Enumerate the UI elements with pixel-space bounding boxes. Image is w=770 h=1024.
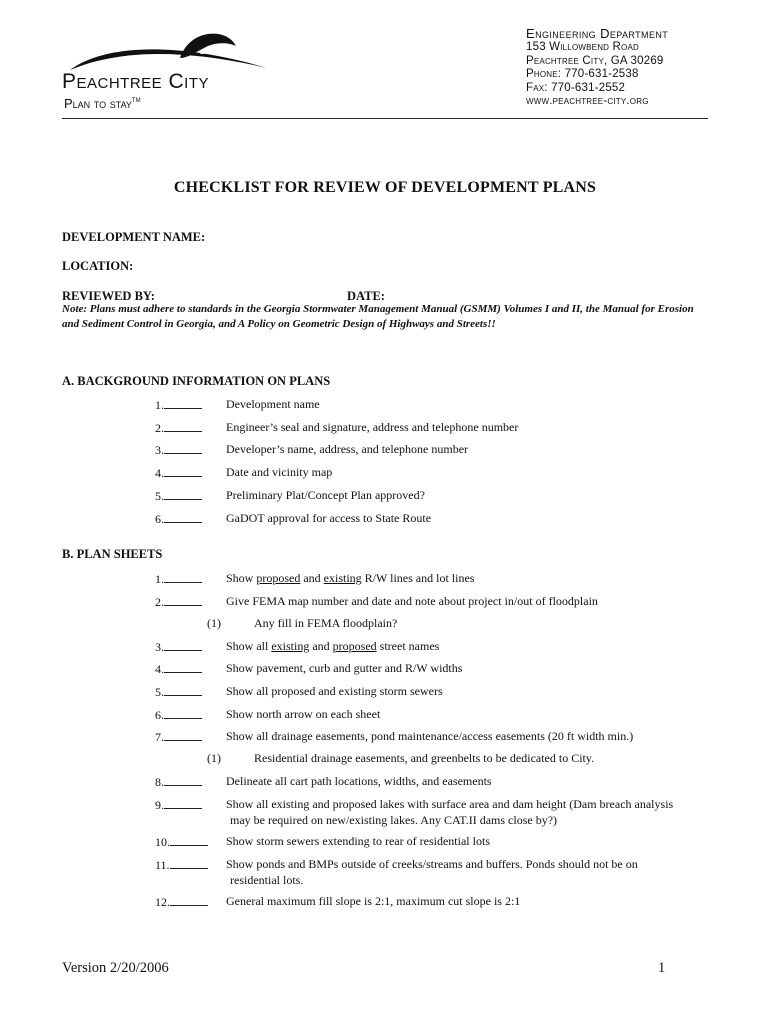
checkbox-b7[interactable]: 7. bbox=[155, 729, 207, 745]
checkbox-b12[interactable]: 12. bbox=[155, 894, 207, 910]
checkbox-a5[interactable]: 5. bbox=[155, 488, 207, 504]
location-label: LOCATION: bbox=[62, 259, 134, 273]
section-b-heading: B. PLAN SHEETS bbox=[62, 547, 163, 561]
section-a-heading: A. BACKGROUND INFORMATION ON PLANS bbox=[62, 374, 331, 388]
phone: Phone: 770-631-2538 bbox=[526, 68, 639, 80]
item-b2-text: Give FEMA map number and date and note about project in/out of floodplain bbox=[226, 594, 598, 608]
tagline: Plan to stay™ bbox=[64, 96, 141, 111]
reviewed-by-label: REVIEWED BY: bbox=[62, 289, 155, 303]
checkbox-b10[interactable]: 10. bbox=[155, 834, 207, 850]
item-a1-text: Development name bbox=[226, 397, 320, 411]
item-b2-sub-text: Any fill in FEMA floodplain? bbox=[254, 616, 398, 630]
item-a3-text: Developer’s name, address, and telephone number bbox=[226, 442, 469, 456]
address-line-1: 153 Willowbend Road bbox=[526, 41, 639, 53]
checkbox-b5[interactable]: 5. bbox=[155, 684, 207, 700]
item-a2-text: Engineer’s seal and signature, address and telephone number bbox=[226, 420, 519, 434]
checkbox-b2[interactable]: 2. bbox=[155, 594, 207, 610]
item-b4-text: Show pavement, curb and gutter and R/W widths bbox=[226, 661, 463, 675]
address-line-2: Peachtree City, GA 30269 bbox=[526, 54, 664, 67]
item-b2-sub-number: (1) bbox=[207, 616, 221, 630]
department-contact bbox=[526, 26, 668, 109]
version-label: Version 2/20/2006 bbox=[62, 960, 169, 976]
date-label: DATE: bbox=[347, 289, 385, 303]
checkbox-a6[interactable]: 6. bbox=[155, 511, 207, 527]
website-link[interactable]: www.peachtree-city.org bbox=[526, 95, 649, 107]
peachtree-city-logo bbox=[62, 28, 282, 74]
page-title: CHECKLIST FOR REVIEW OF DEVELOPMENT PLANS bbox=[173, 179, 597, 196]
item-b7-text: Show all drainage easements, pond maintenance/access easements (20 ft width min.) bbox=[226, 729, 634, 743]
checkbox-b1[interactable]: 1. bbox=[155, 571, 207, 587]
item-b12-text: General maximum fill slope is 2:1, maximum cut slope is 2:1 bbox=[226, 894, 521, 908]
item-b7-sub-number: (1) bbox=[207, 751, 221, 765]
item-b7-sub-text: Residential drainage easements, and greenbelts to be dedicated to City. bbox=[254, 751, 595, 765]
trademark-mark: TM bbox=[131, 98, 141, 104]
checkbox-b4[interactable]: 4. bbox=[155, 661, 207, 677]
page-number: 1 bbox=[658, 960, 666, 976]
checkbox-a3[interactable]: 3. bbox=[155, 442, 207, 458]
item-a6-text: GaDOT approval for access to State Route bbox=[226, 511, 432, 525]
item-b1-text: Show proposed and existing R/W lines and lot lines bbox=[226, 571, 475, 585]
development-name-label: DEVELOPMENT NAME: bbox=[62, 230, 206, 244]
note: Note: Plans must adhere to standards in the Georgia Stormwater Management Manual (GSMM) Volumes I and II, the Manual for Erosion and Sediment Control in Georgia, and A Policy on Geometric Design of Highways and Streets!! bbox=[62, 303, 694, 330]
checkbox-a1[interactable]: 1. bbox=[155, 397, 207, 413]
checkbox-b11[interactable]: 11. bbox=[155, 857, 207, 873]
checkbox-b3[interactable]: 3. bbox=[155, 639, 207, 655]
item-b10-text: Show storm sewers extending to rear of residential lots bbox=[226, 834, 490, 848]
item-a5-text: Preliminary Plat/Concept Plan approved? bbox=[226, 488, 425, 502]
item-a4-text: Date and vicinity map bbox=[226, 465, 333, 479]
checkbox-a2[interactable]: 2. bbox=[155, 420, 207, 436]
checkbox-a4[interactable]: 4. bbox=[155, 465, 207, 481]
item-b11-text: Show ponds and BMPs outside of creeks/streams and buffers. Ponds should not be on residential lots. bbox=[226, 857, 638, 887]
header-divider bbox=[62, 118, 708, 119]
item-b9-text: Show all existing and proposed lakes with surface area and dam height (Dam breach analysis may be required on new/existing lakes. Any CAT.II dams close by?) bbox=[226, 797, 674, 827]
item-b8-text: Delineate all cart path locations, widths, and easements bbox=[226, 774, 492, 788]
checkbox-b6[interactable]: 6. bbox=[155, 707, 207, 723]
item-b5-text: Show all proposed and existing storm sewers bbox=[226, 684, 443, 698]
checkbox-b9[interactable]: 9. bbox=[155, 797, 207, 813]
city-name: Peachtree City bbox=[62, 70, 210, 93]
fax: Fax: 770-631-2552 bbox=[526, 81, 626, 94]
department-name: Engineering Department bbox=[526, 26, 669, 41]
item-b3-text: Show all existing and proposed street names bbox=[226, 639, 440, 653]
item-b6-text: Show north arrow on each sheet bbox=[226, 707, 381, 721]
checkbox-b8[interactable]: 8. bbox=[155, 774, 207, 790]
